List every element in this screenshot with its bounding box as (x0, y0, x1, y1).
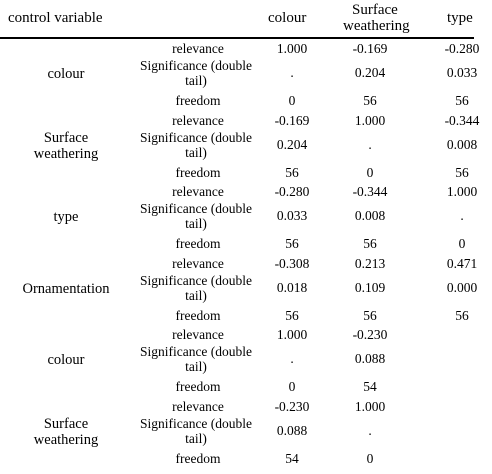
value-surface-weathering: 0.109 (354, 279, 386, 295)
value-colour: 0 (288, 379, 296, 394)
value-colour: . (290, 65, 294, 80)
header-control-variable: control variable (8, 10, 103, 26)
stat-label: Significance (double tail) (139, 129, 253, 160)
group-label: colour (47, 66, 85, 82)
stat-label: Significance (double tail) (139, 415, 253, 446)
value-colour: 56 (285, 164, 299, 180)
value-surface-weathering: 0.213 (354, 255, 386, 271)
group-label: colour (47, 352, 85, 368)
stat-label: freedom (175, 379, 221, 394)
stat-label: relevance (172, 255, 224, 271)
value-colour: 56 (285, 307, 299, 323)
value-surface-weathering: 1.000 (354, 112, 386, 128)
value-surface-weathering: 1.000 (354, 398, 386, 414)
stat-label: Significance (double tail) (139, 272, 253, 303)
value-type: 0.008 (446, 136, 478, 152)
stat-label: freedom (175, 450, 221, 466)
value-surface-weathering: . (368, 136, 372, 152)
value-surface-weathering: 56 (363, 236, 377, 251)
value-type: -0.280 (444, 41, 480, 56)
value-type: 1.000 (446, 184, 478, 199)
value-colour: -0.308 (274, 255, 310, 271)
value-type: 0.000 (446, 279, 478, 295)
value-colour: . (290, 351, 294, 366)
value-colour: 0.204 (276, 136, 308, 152)
value-type: 0.471 (446, 255, 478, 271)
value-colour: -0.169 (274, 112, 310, 128)
group-label-line1: Surface (43, 129, 89, 146)
stat-label: relevance (172, 41, 224, 56)
value-surface-weathering: 56 (363, 93, 377, 108)
value-type: 56 (455, 164, 469, 180)
value-colour: -0.230 (274, 398, 310, 414)
header-type: type (447, 10, 473, 26)
stat-label: Significance (double tail) (139, 201, 253, 231)
stat-label: relevance (172, 184, 224, 199)
stat-label: Significance (double tail) (139, 344, 253, 374)
value-colour: 0.088 (276, 422, 308, 438)
value-colour: 0.033 (276, 208, 308, 223)
stat-label: freedom (175, 307, 221, 323)
value-surface-weathering: 0.008 (354, 208, 386, 223)
value-surface-weathering: 54 (363, 379, 377, 394)
value-surface-weathering: 0 (366, 164, 374, 180)
group-label: type (53, 209, 79, 225)
stat-label: Significance (double tail) (139, 58, 253, 88)
table-header (0, 0, 474, 38)
group-label-line2: weathering (33, 145, 99, 162)
value-surface-weathering: . (368, 422, 372, 438)
header-surface-weathering-line2: weathering (343, 18, 410, 34)
stat-label: freedom (175, 236, 221, 251)
value-surface-weathering: 0.088 (354, 351, 386, 366)
group-label-line2: weathering (33, 431, 99, 448)
group-label-line1: Surface (43, 415, 89, 432)
stat-label: freedom (175, 164, 221, 180)
value-surface-weathering: 0.204 (354, 65, 386, 80)
value-surface-weathering: -0.169 (352, 41, 388, 56)
value-surface-weathering: 56 (363, 307, 377, 323)
stat-label: freedom (175, 93, 221, 108)
value-colour: 1.000 (276, 327, 308, 342)
value-colour: -0.280 (274, 184, 310, 199)
value-colour: 54 (285, 450, 299, 466)
value-type: 0.033 (446, 65, 478, 80)
stat-label: relevance (172, 112, 224, 128)
value-colour: 1.000 (276, 41, 308, 56)
stat-label: relevance (172, 398, 224, 414)
value-type: . (460, 208, 464, 223)
header-surface-weathering-line1: Surface (352, 2, 398, 18)
value-type: -0.344 (444, 112, 480, 128)
value-surface-weathering: -0.230 (352, 327, 388, 342)
value-surface-weathering: -0.344 (352, 184, 388, 199)
value-colour: 0 (288, 93, 296, 108)
value-type: 56 (455, 93, 469, 108)
header-rule (0, 37, 474, 39)
value-type: 0 (458, 236, 466, 251)
value-colour: 0.018 (276, 279, 308, 295)
stat-label: relevance (172, 327, 224, 342)
value-colour: 56 (285, 236, 299, 251)
value-type: 56 (455, 307, 469, 323)
header-colour: colour (268, 10, 307, 26)
value-surface-weathering: 0 (366, 450, 374, 466)
group-label: Ornamentation (22, 280, 110, 297)
